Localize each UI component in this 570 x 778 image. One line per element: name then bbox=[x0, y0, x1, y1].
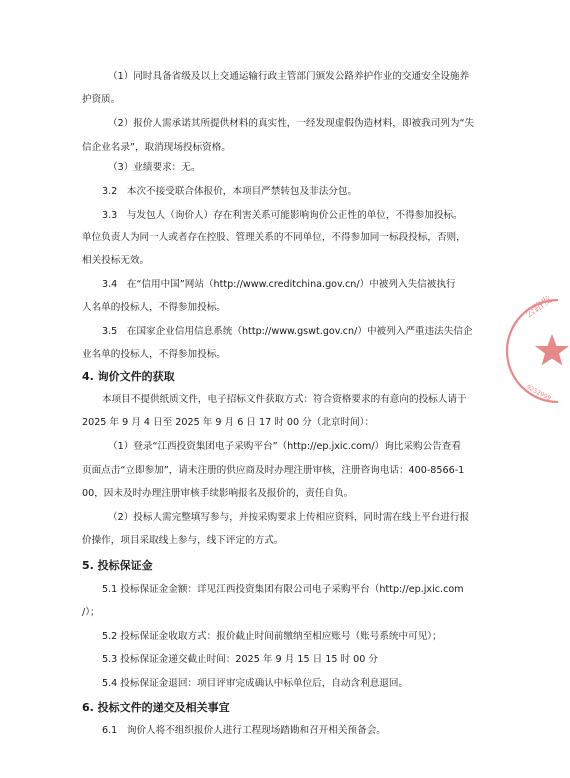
clause-5-4: 5.4 投标保证金退回：项目评审完成确认中标单位后，自动含利息退回。 bbox=[102, 678, 409, 689]
seal-serial-number: 9252999 bbox=[525, 383, 552, 403]
section-4-step-1-line-1: （1）登录“江西投资集团电子采购平台”（http://ep.jxic.com/）询比采购公告查看 bbox=[108, 441, 461, 452]
seal-arc-text-top: 公路发 bbox=[523, 294, 555, 321]
authenticity-line-2: 信企业名录”，取消现场投标资格。 bbox=[82, 142, 231, 153]
section-4-intro-line-2: 2025 年 9 月 4 日至 2025 年 9 月 6 日 17 时 00 分（北京时间）： bbox=[82, 417, 375, 428]
section-6-heading: 6. 投标文件的递交及相关事宜 bbox=[82, 701, 230, 714]
section-4-step-1-line-3: 00，因未及时办理注册审核手续影响报名及报价的，责任自负。 bbox=[82, 488, 354, 499]
section-4-step-1-line-2: 页面点击“立即参加”，请未注册的供应商及时办理注册审核，注册咨询电话：400-8566-1 bbox=[82, 465, 465, 476]
clause-3-5-line-1: 3.5 在国家企业信用信息系统（http://www.gswt.gov.cn/）中被列入严重违法失信企 bbox=[102, 326, 473, 337]
clause-3-5-line-2: 业名单的投标人，不得参加投标。 bbox=[82, 349, 226, 360]
section-4-step-2-line-1: （2）投标人需完整填写参与，并按采购要求上传相应资料，同时需在线上平台进行报 bbox=[108, 512, 470, 523]
clause-3-3-line-3: 相关投标无效。 bbox=[82, 255, 150, 266]
section-4-step-2-line-2: 价操作，项目采取线上参与，线下评定的方式。 bbox=[82, 535, 284, 546]
clause-3-3-line-1: 3.3 与发包人（询价人）存在利害关系可能影响询价公正性的单位，不得参加投标。 bbox=[102, 210, 463, 221]
section-4-intro-line-1: 本项目不提供纸质文件，电子招标文件获取方式：符合资格要求的有意向的投标人请于 bbox=[102, 394, 467, 405]
clause-3-3-line-2: 单位负责人为同一人或者存在控股、管理关系的不同单位，不得参加同一标段投标，否则， bbox=[82, 232, 466, 243]
clause-5-3: 5.3 投标保证金递交截止时间：2025 年 9 月 15 日 15 时 00 分 bbox=[102, 654, 378, 665]
section-4-heading: 4. 询价文件的获取 bbox=[82, 370, 175, 383]
clause-5-1-line-2: /）； bbox=[82, 607, 100, 618]
clause-5-2: 5.2 投标保证金收取方式：报价截止时间前缴纳至相应账号（账号系统中可见）； bbox=[102, 631, 442, 642]
qualification-line-1: （1）同时具备省级及以上交通运输行政主管部门颁发公路养护作业的交通安全设施养 bbox=[108, 71, 470, 82]
clause-3-2: 3.2 本次不接受联合体报价，本项目严禁转包及非法分包。 bbox=[102, 186, 358, 197]
clause-6-1: 6.1 询价人将不组织报价人进行工程现场踏勘和召开相关预备会。 bbox=[102, 725, 386, 736]
official-seal bbox=[518, 296, 570, 406]
authenticity-line-1: （2）报价人需承诺其所提供材料的真实性，一经发现虚假伪造材料，即被我司列为“失 bbox=[108, 118, 475, 129]
performance-line: （3）业绩要求：无。 bbox=[108, 162, 201, 173]
clause-5-1-line-1: 5.1 投标保证金金额：详见江西投资集团有限公司电子采购平台（http://ep.jxic.com bbox=[102, 584, 464, 595]
qualification-line-2: 护资质。 bbox=[82, 94, 121, 105]
clause-3-4-line-2: 人名单的投标人，不得参加投标。 bbox=[82, 302, 226, 313]
seal-star bbox=[535, 334, 569, 366]
section-5-heading: 5. 投标保证金 bbox=[82, 559, 153, 572]
clause-3-4-line-1: 3.4 在“信用中国”网站（http://www.creditchina.gov.cn/）中被列入失信被执行 bbox=[102, 279, 456, 290]
